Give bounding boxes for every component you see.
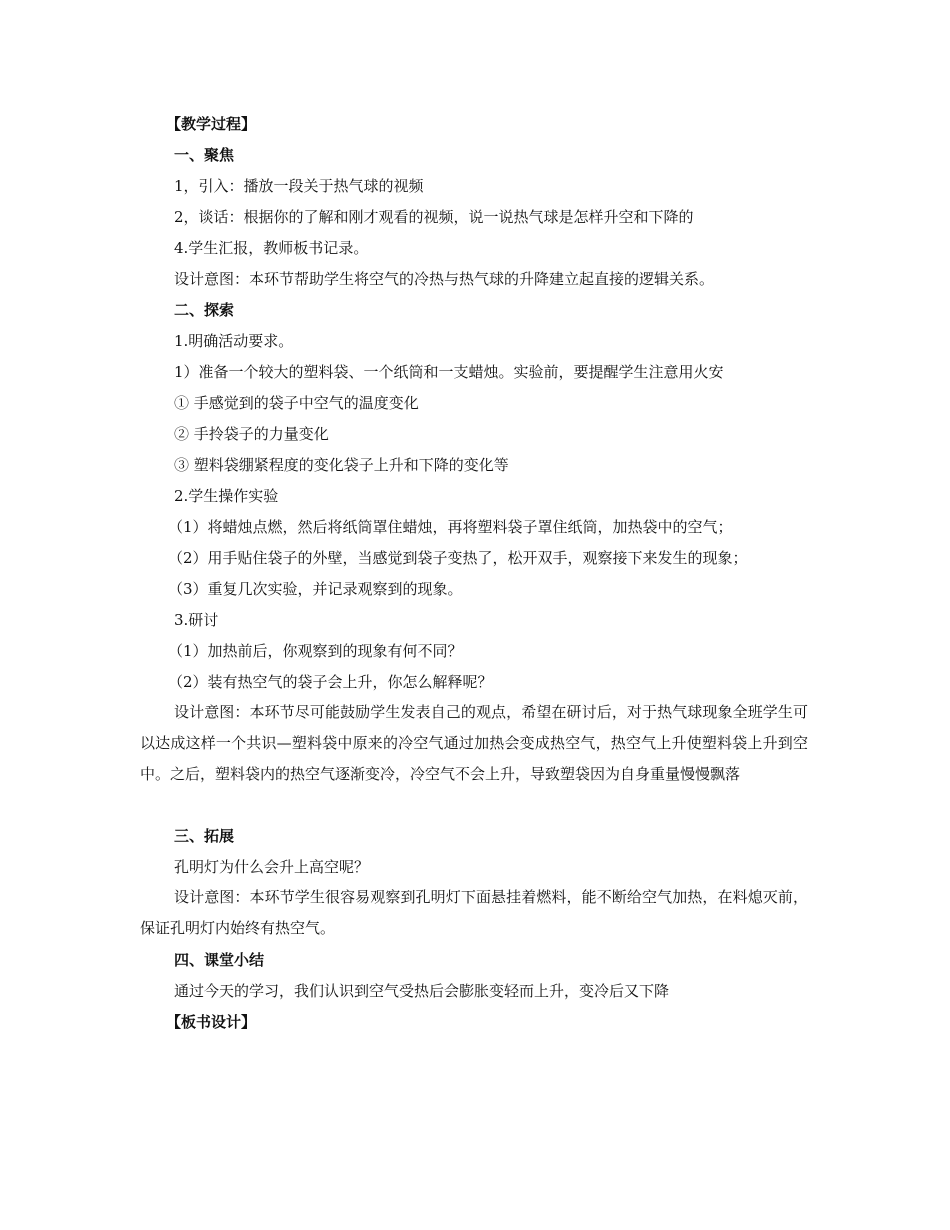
section-2-step-3-question-1: （1）加热前后，你观察到的现象有何不同？	[168, 642, 463, 660]
section-2-step-2-item-1: （1）将蜡烛点燃，然后将纸筒罩住蜡烛，再将塑料袋子罩住纸筒，加热袋中的空气；	[168, 518, 733, 536]
section-3-question: 孔明灯为什么会升上高空呢？	[174, 858, 370, 876]
section-1-design-intent: 设计意图：本环节帮助学生将空气的冷热与热气球的升降建立起直接的逻辑关系。	[174, 270, 715, 288]
section-3-heading: 三、拓展	[174, 827, 235, 845]
section-2-step-1-item-a: 1）准备一个较大的塑料袋、一个纸筒和一支蜡烛。实验前，要提醒学生注意用火安	[174, 363, 724, 381]
section-1-line-2: 2，谈话：根据你的了解和刚才观看的视频，说一说热气球是怎样升空和下降的	[174, 208, 694, 226]
section-2-design-intent: 设计意图：本环节尽可能鼓励学生发表自己的观点，希望在研讨后，对于热气球现象全班学生可以达成这样一个共识—塑料袋中原来的冷空气通过加热会变成热空气，热空气上升使塑料袋上升到空中。之后，塑料袋内的热空气逐渐变冷，冷空气不会上升，导致塑袋因为自身重量慢慢飘落	[140, 703, 808, 783]
section-4-summary: 通过今天的学习，我们认识到空气受热后会膨胀变轻而上升，变冷后又下降	[174, 982, 670, 1000]
section-2-step-3: 3.研讨	[174, 611, 219, 629]
section-2-step-1-item-c: ② 手拎袋子的力量变化	[174, 425, 329, 443]
section-2-heading: 二、探索	[174, 301, 235, 319]
section-1-line-1: 1，引入：播放一段关于热气球的视频	[174, 177, 424, 195]
section-1-line-3: 4.学生汇报，教师板书记录。	[174, 239, 369, 257]
section-2-step-1-item-b: ① 手感觉到的袋子中空气的温度变化	[174, 394, 419, 412]
teaching-process-heading: 【教学过程】	[166, 115, 257, 133]
board-design-heading: 【板书设计】	[166, 1013, 257, 1031]
section-2-step-1: 1.明确活动要求。	[174, 332, 294, 350]
section-2-step-2: 2.学生操作实验	[174, 487, 279, 505]
section-1-heading: 一、聚焦	[174, 146, 235, 164]
section-4-heading: 四、课堂小结	[174, 951, 265, 969]
section-2-step-2-item-2: （2）用手贴住袋子的外壁，当感觉到袋子变热了，松开双手，观察接下来发生的现象；	[168, 549, 748, 567]
section-3-design-intent: 设计意图：本环节学生很容易观察到孔明灯下面悬挂着燃料，能不断给空气加热，在料熄灭前，保证孔明灯内始终有热空气。	[140, 888, 808, 937]
section-2-step-2-item-3: （3）重复几次实验，并记录观察到的现象。	[168, 580, 463, 598]
section-2-step-1-item-d: ③ 塑料袋绷紧程度的变化袋子上升和下降的变化等	[174, 456, 509, 474]
section-2-step-3-question-2: （2）装有热空气的袋子会上升，你怎么解释呢？	[168, 673, 493, 691]
